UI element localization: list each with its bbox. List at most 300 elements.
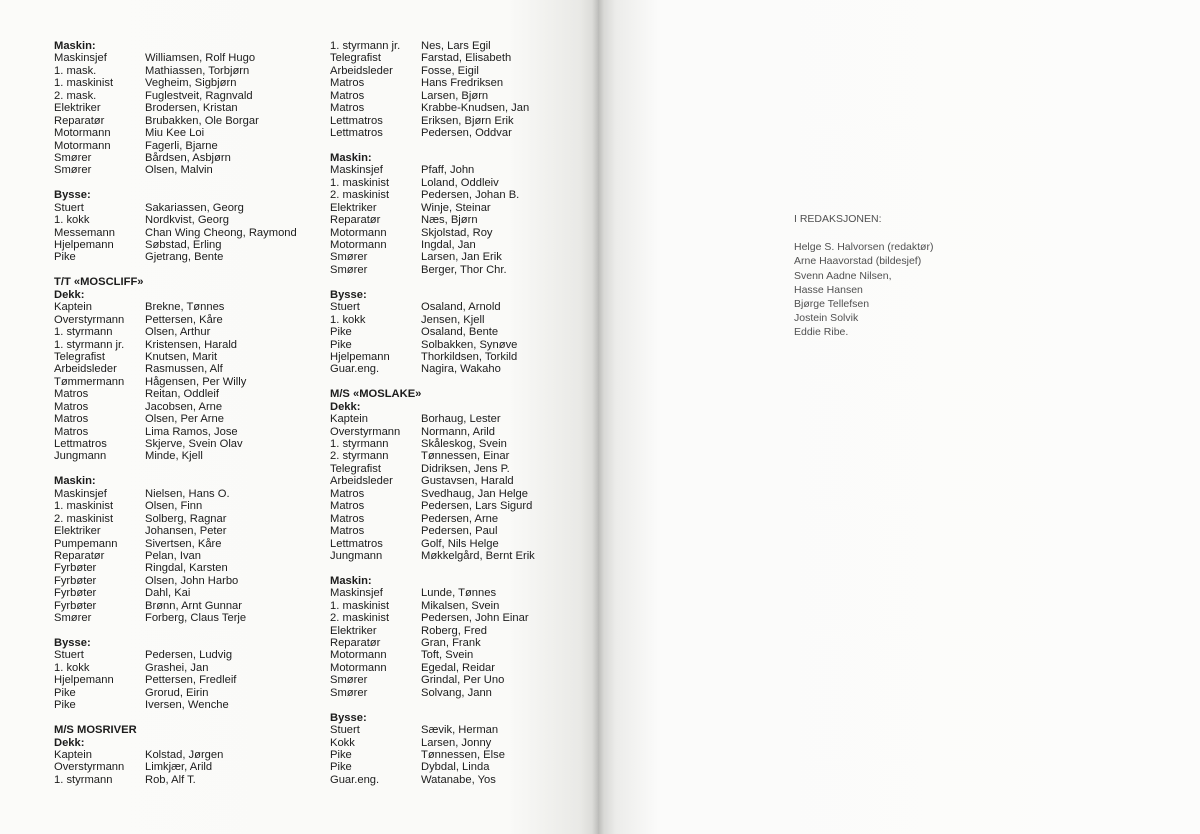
spacer [54,264,316,276]
crew-name: Eriksen, Bjørn Erik [421,114,514,127]
crew-name: Sivertsen, Kåre [145,537,222,550]
crew-row [54,388,316,400]
crew-row [330,625,592,637]
crew-row [330,774,592,786]
right-page [598,0,1200,834]
crew-role: Kokk [330,736,355,749]
crew-name: Olsen, Finn [145,500,203,513]
crew-role: Elektriker [330,201,377,214]
crew-role: Elektriker [54,102,101,115]
crew-name: Pettersen, Fredleif [145,674,237,687]
crew-row [54,363,316,375]
crew-role: 1. styrmann jr. [330,40,401,52]
crew-role: Telegrafist [330,462,381,475]
crew-name: Skåleskog, Svein [421,438,507,450]
crew-name: Dybdal, Linda [421,761,490,774]
crew-row [54,326,316,338]
crew-name: Brodersen, Kristan [145,102,238,115]
crew-row [330,77,592,89]
crew-role: Maskinsjef [330,164,383,177]
crew-name: Thorkildsen, Torkild [421,350,518,363]
crew-row [54,550,316,562]
crew-role: Fyrbøter [54,562,97,575]
crew-row [330,127,592,139]
crew-role: 1. kokk [54,661,90,674]
crew-row [330,749,592,761]
crew-name: Lima Ramos, Jose [145,425,238,438]
crew-name: Larsen, Jan Erik [421,251,502,264]
crew-name: Vegheim, Sigbjørn [145,77,237,90]
crew-name: Pettersen, Kåre [145,313,223,326]
crew-row [54,575,316,587]
crew-role: Messemann [54,226,115,239]
crew-name: Grorud, Eirin [145,686,209,699]
crew-name: Bårdsen, Asbjørn [145,151,231,164]
crew-row [330,600,592,612]
spacer [330,376,592,388]
crew-row [330,339,592,351]
crew-role: 1. maskinist [330,599,390,612]
crew-column-2 [330,40,592,786]
crew-role: Arbeidsleder [330,475,393,488]
crew-name: Minde, Kjell [145,450,203,463]
crew-name: Skjolstad, Roy [421,226,493,239]
crew-name: Brekne, Tønnes [145,301,225,314]
editorial-member: Jostein Solvik [794,312,859,325]
crew-row [330,227,592,239]
crew-row [54,649,316,661]
crew-name: Kolstad, Jørgen [145,748,224,761]
crew-name: Borhaug, Lester [421,413,501,426]
crew-row [54,612,316,624]
crew-row [330,251,592,263]
crew-row [54,438,316,450]
crew-role: Reparatør [54,549,105,562]
crew-role: Maskinsjef [54,52,107,65]
crew-role: Tømmermann [54,375,125,388]
crew-name: Gran, Frank [421,637,481,649]
crew-row [330,52,592,64]
crew-row [330,326,592,338]
crew-role: Stuert [330,301,360,314]
crew-row [54,152,316,164]
crew-role: Arbeidsleder [330,64,393,77]
crew-name: Jacobsen, Arne [145,400,223,413]
crew-name: Solvang, Jann [421,686,492,699]
crew-name: Johansen, Peter [145,525,227,538]
crew-name: Knutsen, Marit [145,350,218,363]
crew-role: Smører [54,151,92,164]
crew-role: Matros [330,77,365,90]
spacer [330,276,592,288]
crew-role: Pumpemann [54,537,118,550]
crew-role: 1. kokk [330,313,366,326]
crew-row [330,674,592,686]
section-heading: Maskin: [54,40,96,52]
crew-row [330,724,592,736]
crew-row [54,376,316,388]
crew-row [330,164,592,176]
crew-name: Fuglestveit, Ragnvald [145,89,253,102]
crew-role: Motormann [54,139,111,152]
crew-row [330,90,592,102]
crew-row [330,301,592,313]
crew-name: Didriksen, Jens P. [421,462,510,475]
crew-role: Motormann [330,239,387,251]
crew-row [54,749,316,761]
crew-role: Matros [330,525,365,538]
crew-name: Fosse, Eigil [421,64,479,77]
crew-role: Stuert [330,724,360,737]
crew-role: Stuert [54,201,84,214]
crew-role: Hjelpemann [54,674,114,687]
section-heading: Dekk: [54,736,85,749]
crew-role: Pike [330,761,352,774]
spacer [330,562,592,574]
crew-row [54,761,316,773]
crew-name: Pedersen, Lars Sigurd [421,500,533,513]
crew-row [330,761,592,773]
crew-row [330,637,592,649]
crew-row [330,612,592,624]
crew-row [54,339,316,351]
crew-row [54,513,316,525]
crew-row [330,115,592,127]
crew-role: Overstyrmann [54,313,125,326]
crew-name: Olsen, John Harbo [145,574,239,587]
crew-name: Gjetrang, Bente [145,251,224,264]
crew-name: Svedhaug, Jan Helge [421,487,528,500]
crew-name: Solbakken, Synøve [421,338,518,351]
ship-title: M/S MOSRIVER [54,724,137,737]
crew-name: Egedal, Reidar [421,661,496,674]
crew-role: Motormann [330,661,387,674]
crew-role: Fyrbøter [54,587,97,600]
crew-row [54,600,316,612]
crew-name: Pedersen, Ludvig [145,649,233,662]
crew-role: Maskinsjef [330,587,383,600]
crew-name: Farstad, Elisabeth [421,52,512,65]
crew-row [54,401,316,413]
crew-name: Chan Wing Cheong, Raymond [145,226,297,239]
crew-row [330,475,592,487]
crew-name: Williamsen, Rolf Hugo [145,52,256,65]
crew-role: 1. mask. [54,64,97,77]
crew-name: Næs, Bjørn [421,214,478,227]
crew-role: 2. styrmann [330,450,389,463]
crew-role: 1. styrmann [54,773,113,786]
crew-row [54,127,316,139]
crew-row [54,687,316,699]
crew-row [54,115,316,127]
crew-row [54,164,316,176]
crew-role: 2. mask. [54,89,97,102]
crew-row [330,649,592,661]
crew-row [330,239,592,251]
crew-name: Osaland, Arnold [421,301,501,314]
crew-role: Matros [330,487,365,500]
section-heading: Bysse: [330,711,367,724]
crew-name: Møkkelgård, Bernt Erik [421,549,535,562]
crew-row [330,363,592,375]
crew-role: Telegrafist [54,350,105,363]
crew-row [330,687,592,699]
editorial-member: Svenn Aadne Nilsen, [794,269,892,282]
crew-role: Guar.eng. [330,363,380,376]
crew-name: Nagira, Wakaho [421,363,501,376]
crew-role: Arbeidsleder [54,363,117,376]
crew-row [330,351,592,363]
crew-row [54,251,316,263]
crew-role: Matros [330,89,365,102]
crew-role: Stuert [54,649,84,662]
crew-role: Lettmatros [54,438,107,450]
crew-name: Ingdal, Jan [421,239,476,251]
crew-row [330,426,592,438]
crew-row [330,65,592,77]
crew-name: Fagerli, Bjarne [145,139,218,152]
crew-role: Pike [54,251,76,264]
crew-row [54,77,316,89]
crew-row [330,214,592,226]
crew-role: Matros [54,413,89,426]
crew-row [54,301,316,313]
book-gutter [592,0,604,834]
spacer [54,625,316,637]
crew-name: Pfaff, John [421,164,475,177]
crew-role: Pike [54,699,76,712]
crew-row [330,450,592,462]
crew-name: Osaland, Bente [421,326,499,339]
crew-row [54,426,316,438]
spacer [54,177,316,189]
crew-role: Smører [330,686,368,699]
crew-role: Reparatør [330,637,381,649]
crew-role: Reparatør [330,214,381,227]
crew-role: Matros [330,500,365,513]
crew-name: Jensen, Kjell [421,313,485,326]
section-heading: Maskin: [330,151,372,164]
crew-row [330,500,592,512]
crew-role: Pike [54,686,76,699]
crew-row [330,189,592,201]
crew-row [54,587,316,599]
crew-name: Sakariassen, Georg [145,201,244,214]
crew-name: Larsen, Jonny [421,736,492,749]
crew-row [330,413,592,425]
crew-row [54,140,316,152]
crew-name: Rob, Alf T. [145,773,196,786]
crew-name: Skjerve, Svein Olav [145,438,243,450]
crew-role: Kaptein [330,413,368,426]
crew-name: Brubakken, Ole Borgar [145,114,259,127]
crew-name: Larsen, Bjørn [421,89,489,102]
crew-role: Elektriker [54,525,101,538]
crew-role: 1. maskinist [330,176,390,189]
crew-row [54,202,316,214]
crew-row [330,488,592,500]
section-heading: Bysse: [54,189,91,202]
crew-name: Winje, Steinar [421,201,491,214]
crew-row [54,413,316,425]
crew-role: Matros [330,512,365,525]
crew-role: Guar.eng. [330,773,380,786]
crew-name: Mikalsen, Svein [421,599,500,612]
crew-name: Nordkvist, Georg [145,214,229,227]
crew-row [330,513,592,525]
crew-row [54,90,316,102]
spacer [54,712,316,724]
section-heading: Dekk: [54,288,85,301]
crew-name: Normann, Arild [421,425,495,438]
crew-name: Berger, Thor Chr. [421,263,507,276]
crew-role: Smører [54,164,92,177]
crew-role: Lettmatros [330,114,383,127]
crew-row [330,314,592,326]
editorial-member: Helge S. Halvorsen (redaktør) [794,241,934,254]
crew-role: Lettmatros [330,127,383,140]
crew-role: Pike [330,338,352,351]
crew-name: Nielsen, Hans O. [145,487,230,500]
crew-name: Pedersen, Oddvar [421,127,512,140]
crew-role: Pike [330,326,352,339]
crew-name: Sævik, Herman [421,724,499,737]
crew-name: Forberg, Claus Terje [145,612,247,625]
crew-role: Kaptein [54,301,92,314]
crew-row [54,699,316,711]
crew-name: Nes, Lars Egil [421,40,491,52]
crew-row [330,40,592,52]
crew-name: Pedersen, Paul [421,525,498,538]
crew-name: Toft, Svein [421,649,474,662]
crew-row [54,52,316,64]
crew-name: Lunde, Tønnes [421,587,497,600]
crew-name: Solberg, Ragnar [145,512,227,525]
crew-role: Smører [330,674,368,687]
crew-role: Reparatør [54,114,105,127]
crew-name: Rasmussen, Alf [145,363,223,376]
left-page [0,0,598,834]
crew-row [330,264,592,276]
crew-row [330,525,592,537]
crew-row [54,488,316,500]
crew-name: Tønnessen, Else [421,748,505,761]
crew-role: Overstyrmann [330,425,401,438]
crew-name: Søbstad, Erling [145,239,222,251]
crew-name: Olsen, Malvin [145,164,213,177]
crew-name: Pedersen, Arne [421,512,499,525]
crew-name: Grashei, Jan [145,661,209,674]
crew-row [54,500,316,512]
crew-row [330,177,592,189]
crew-row [54,314,316,326]
crew-name: Iversen, Wenche [145,699,229,712]
crew-role: Maskinsjef [54,487,107,500]
crew-role: 2. maskinist [330,612,390,625]
crew-name: Ringdal, Karsten [145,562,228,575]
crew-row [54,538,316,550]
ship-title: M/S «MOSLAKE» [330,388,422,401]
crew-row [54,102,316,114]
crew-name: Kristensen, Harald [145,338,238,351]
crew-row [330,662,592,674]
crew-role: 1. styrmann [330,438,389,450]
crew-role: Lettmatros [330,537,383,550]
crew-role: 1. maskinist [54,77,114,90]
crew-role: Smører [54,612,92,625]
crew-row [54,674,316,686]
editorial-member: Hasse Hansen [794,283,863,296]
crew-row [54,214,316,226]
crew-name: Olsen, Arthur [145,326,211,339]
section-heading: Bysse: [54,637,91,649]
spacer [54,463,316,475]
crew-role: Hjelpemann [54,239,114,251]
section-heading: Maskin: [54,475,96,488]
crew-row [54,239,316,251]
editorial-member: Bjørge Tellefsen [794,298,870,311]
crew-role: Elektriker [330,624,377,637]
crew-name: Gustavsen, Harald [421,475,514,488]
crew-name: Golf, Nils Helge [421,537,499,550]
crew-role: Motormann [330,649,387,662]
crew-row [54,227,316,239]
crew-row [330,587,592,599]
crew-column-1 [54,40,316,786]
crew-row [54,450,316,462]
crew-role: Smører [330,251,368,264]
editorial-member: Eddie Ribe. [794,326,849,339]
crew-name: Brønn, Arnt Gunnar [145,599,243,612]
crew-name: Mathiassen, Torbjørn [145,64,250,77]
crew-role: Fyrbøter [54,599,97,612]
crew-role: Matros [54,425,89,438]
crew-name: Pelan, Ivan [145,549,201,562]
editorial-block [794,212,933,340]
crew-name: Reitan, Oddleif [145,388,220,401]
crew-role: Kaptein [54,748,92,761]
crew-role: Telegrafist [330,52,381,65]
crew-name: Olsen, Per Arne [145,413,224,426]
spacer [330,140,592,152]
spacer [330,699,592,711]
crew-role: Jungmann [54,450,107,463]
crew-name: Grindal, Per Uno [421,674,505,687]
crew-role: Smører [330,263,368,276]
crew-role: Matros [54,400,89,413]
crew-role: Pike [330,748,352,761]
crew-name: Hågensen, Per Willy [145,375,247,388]
crew-name: Tønnessen, Einar [421,450,510,463]
crew-role: Motormann [330,226,387,239]
section-heading: Dekk: [330,400,361,413]
section-heading: Maskin: [330,574,372,587]
crew-row [54,774,316,786]
crew-row [330,463,592,475]
crew-row [330,538,592,550]
crew-row [54,525,316,537]
editorial-member: Arne Haavorstad (bildesjef) [794,255,922,268]
crew-row [54,562,316,574]
crew-name: Watanabe, Yos [421,773,496,786]
crew-role: 2. maskinist [330,189,390,202]
crew-row [330,438,592,450]
crew-name: Krabbe-Knudsen, Jan [421,102,530,115]
crew-row [330,550,592,562]
crew-row [330,737,592,749]
crew-role: Hjelpemann [330,350,390,363]
crew-name: Roberg, Fred [421,624,487,637]
